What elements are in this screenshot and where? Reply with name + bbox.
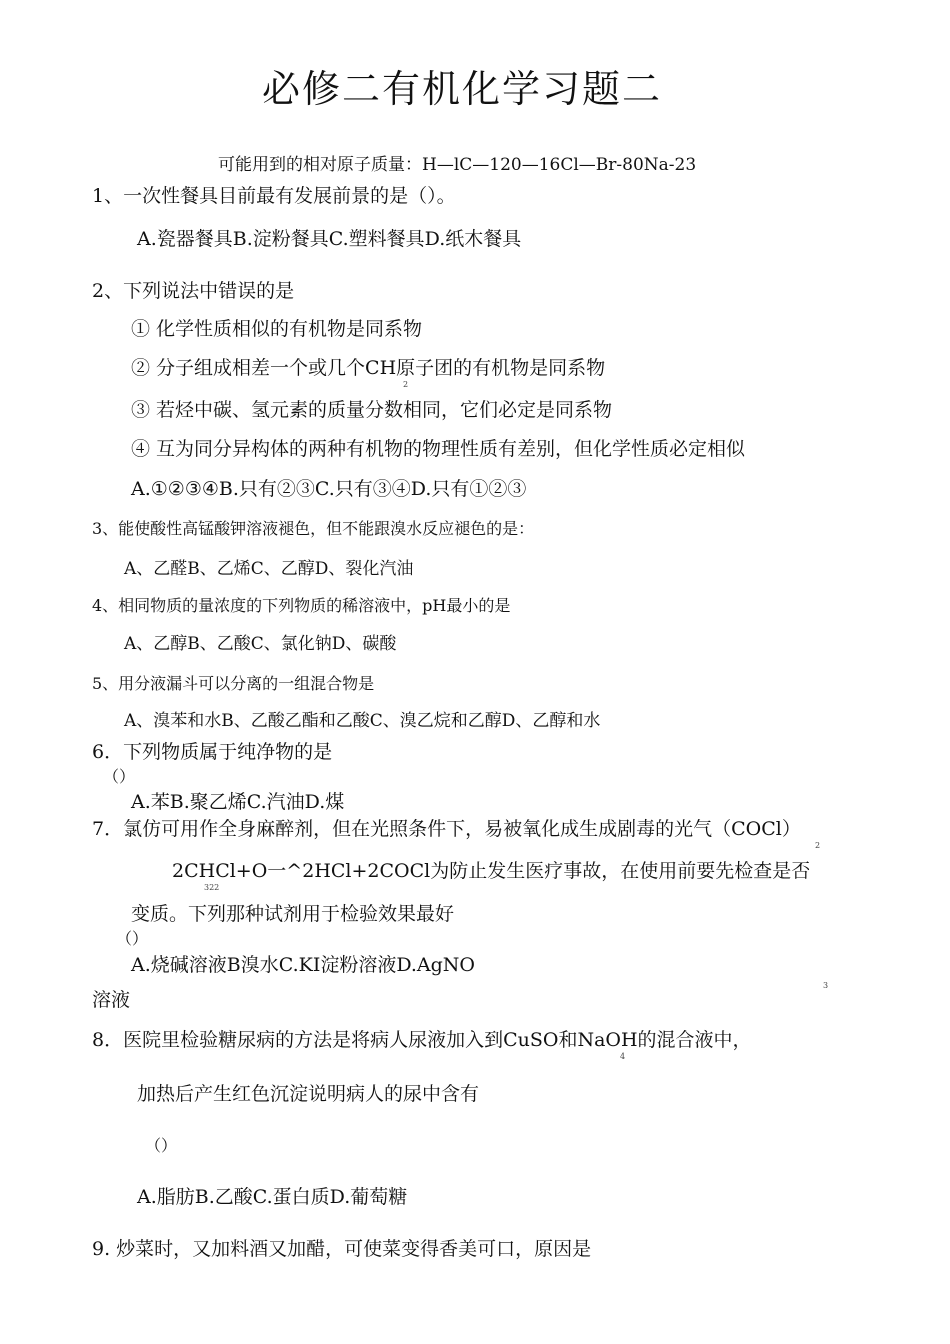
- q9-stem: 9. 炒菜时，又加料酒又加醋，可使菜变得香美可口，原因是: [92, 1238, 592, 1260]
- q2-statement-2-subscript: 2: [403, 380, 409, 389]
- q6-options: A.苯B.聚乙烯C.汽油D.煤: [131, 791, 345, 813]
- q7-equation: 2CHCl+O一^2HCl+2COCl为防止发生医疗事故，在使用前要先检查是否: [172, 860, 811, 882]
- q5-options: A、溴苯和水B、乙酸乙酯和乙酸C、溴乙烷和乙醇D、乙醇和水: [124, 711, 601, 731]
- q7-paren: （）: [116, 929, 149, 948]
- q7-options-subscript: 3: [823, 981, 829, 990]
- q6-stem: 6．下列物质属于纯净物的是: [92, 741, 333, 763]
- page-title: 必修二有机化学习题二: [262, 67, 663, 111]
- q4-options: A、乙醇B、乙酸C、氯化钠D、碳酸: [124, 634, 397, 654]
- q2-statement-4: ④ 互为同分异构体的两种有机物的物理性质有差别，但化学性质必定相似: [131, 438, 746, 460]
- q8-options: A.脂肪B.乙酸C.蛋白质D.葡萄糖: [137, 1186, 408, 1208]
- q8-stem: 8．医院里检验糖尿病的方法是将病人尿液加入到CuSO和NaOH的混合液中，: [92, 1029, 752, 1051]
- atomic-masses-note: 可能用到的相对原子质量：H—lC—120—16Cl—Br-80Na-23: [218, 155, 697, 175]
- q2-statement-3: ③ 若烃中碳、氢元素的质量分数相同，它们必定是同系物: [131, 399, 613, 421]
- q1-options: A.瓷器餐具B.淀粉餐具C.塑料餐具D.纸木餐具: [137, 228, 522, 250]
- q2-statement-2: ② 分子组成相差一个或几个CH原子团的有机物是同系物: [131, 357, 606, 379]
- q2-stem: 2、下列说法中错误的是: [92, 280, 295, 302]
- q7-stem: 7．氯仿可用作全身麻醉剂，但在光照条件下，易被氧化成生成剧毒的光气（COCl）: [92, 818, 801, 840]
- q3-options: A、乙醛B、乙烯C、乙醇D、裂化汽油: [124, 559, 414, 579]
- q8-paren: （）: [145, 1136, 178, 1155]
- q7-line-3: 变质。下列那种试剂用于检验效果最好: [131, 903, 455, 925]
- q7-stem-subscript: 2: [815, 841, 821, 850]
- q1-stem: 1、一次性餐具目前最有发展前景的是（）。: [92, 185, 456, 207]
- q8-line-2: 加热后产生红色沉淀说明病人的尿中含有: [137, 1083, 480, 1105]
- q8-stem-subscript: 4: [620, 1052, 626, 1061]
- q6-paren: （）: [103, 767, 136, 786]
- q7-tail: 溶液: [92, 989, 131, 1011]
- q2-options: A.①②③④B.只有②③C.只有③④D.只有①②③: [131, 478, 527, 500]
- q7-equation-subscript: 322: [204, 883, 220, 892]
- q4-stem: 4、相同物质的量浓度的下列物质的稀溶液中，pH最小的是: [92, 596, 511, 615]
- q5-stem: 5、用分液漏斗可以分离的一组混合物是: [92, 674, 375, 693]
- q3-stem: 3、能使酸性高锰酸钾溶液褪色，但不能跟溴水反应褪色的是：: [92, 519, 535, 538]
- q7-options: A.烧碱溶液B溴水C.KI淀粉溶液D.AgNO: [131, 954, 476, 976]
- q2-statement-1: ① 化学性质相似的有机物是同系物: [131, 318, 423, 340]
